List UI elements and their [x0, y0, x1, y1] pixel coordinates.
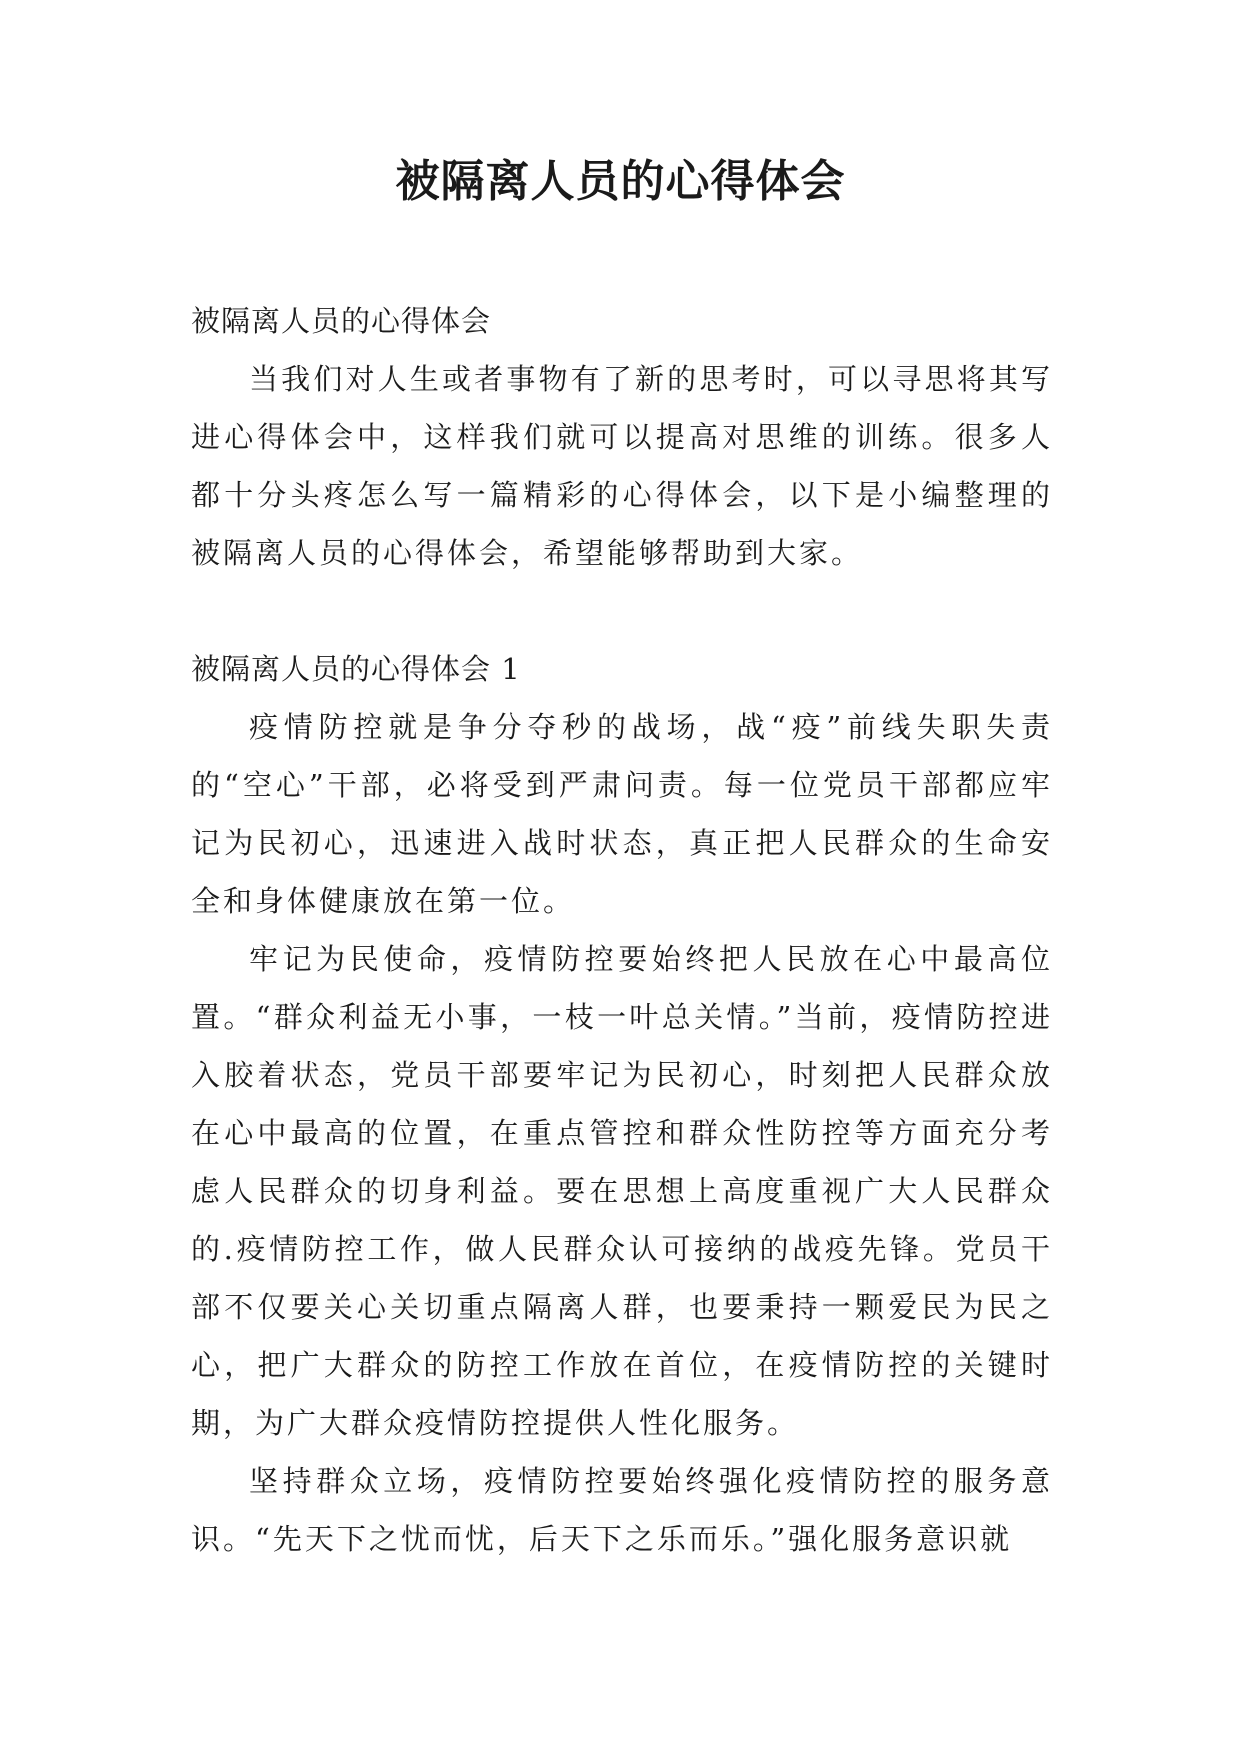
- document-title: 被隔离人员的心得体会: [395, 156, 846, 207]
- section-1-heading: 被隔离人员的心得体会 1: [191, 652, 521, 686]
- section-1-paragraph: 牢记为民使命，疫情防控要始终把人民放在心中最高位置。“群众利益无小事，一枝一叶总关情。”当前，疫情防控进入胶着状态，党员干部要牢记为民初心，时刻把人民群众放在心中最高的位置，在重点管控和群众性防控等方面充分考虑人民群众的切身利益。要在思想上高度重视广大人民群众的.疫情防控工作，做人民群众认可接纳的战疫先锋。党员干部不仅要关心关切重点隔离人群，也要秉持一颗爱民为民之心，把广大群众的防控工作放在首位，在疫情防控的关键时期，为广大群众疫情防控提供人性化服务。: [191, 942, 1053, 1440]
- intro-heading: 被隔离人员的心得体会: [191, 304, 492, 338]
- intro-paragraph: 当我们对人生或者事物有了新的思考时，可以寻思将其写进心得体会中，这样我们就可以提高对思维的训练。很多人都十分头疼怎么写一篇精彩的心得体会，以下是小编整理的被隔离人员的心得体会，希望能够帮助到大家。: [191, 362, 1053, 570]
- document-body: [191, 292, 1053, 1568]
- section-1-paragraph: 坚持群众立场，疫情防控要始终强化疫情防控的服务意识。“先天下之忧而忧，后天下之乐而乐。”强化服务意识就: [191, 1464, 1053, 1556]
- section-spacer: [191, 582, 1053, 640]
- section-1-paragraph: 疫情防控就是争分夺秒的战场，战“疫”前线失职失责的“空心”干部，必将受到严肃问责。每一位党员干部都应牢记为民初心，迅速进入战时状态，真正把人民群众的生命安全和身体健康放在第一位。: [191, 710, 1053, 918]
